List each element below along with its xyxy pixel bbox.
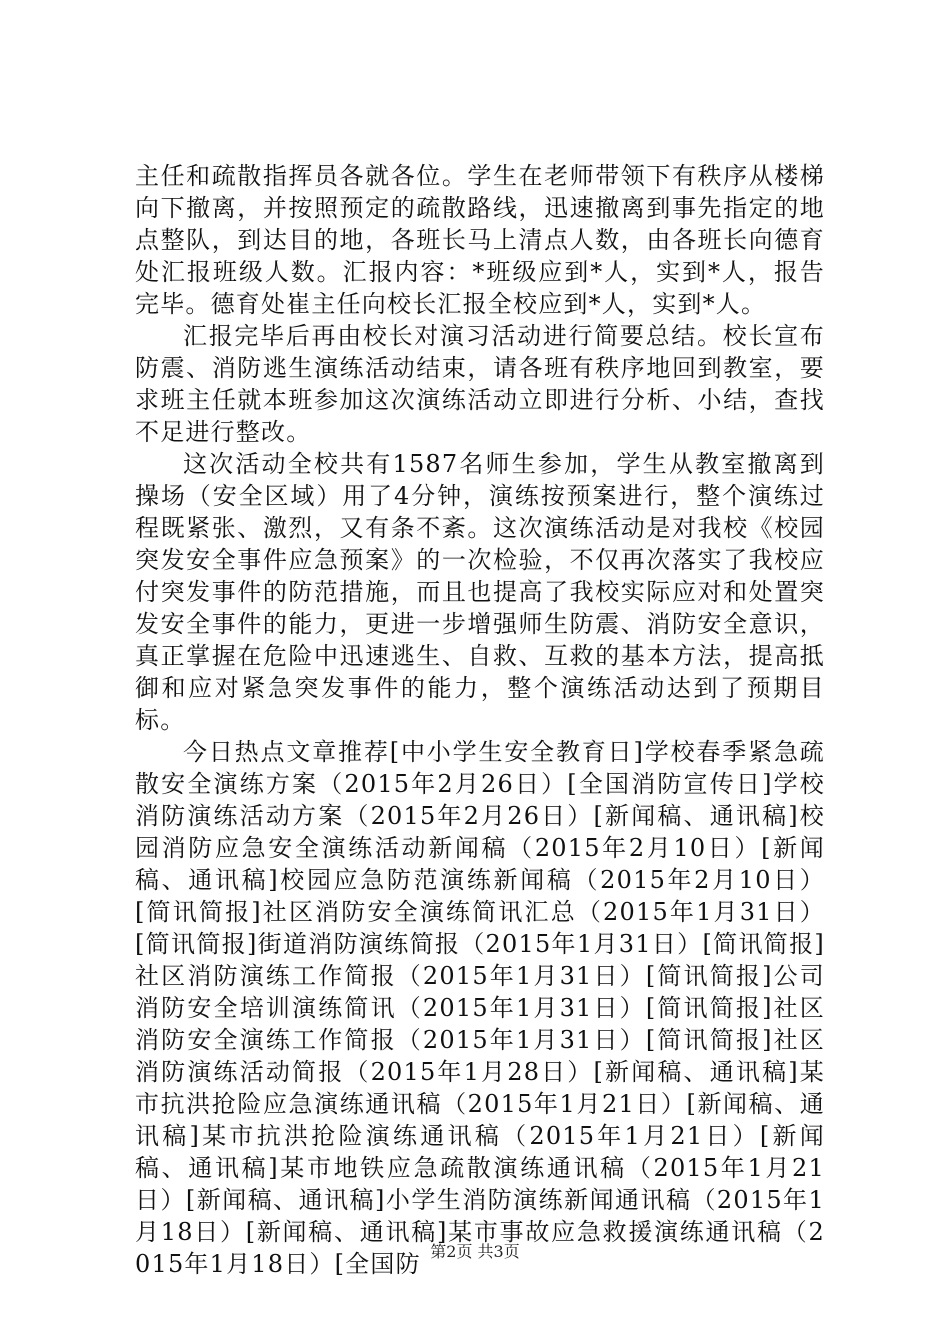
paragraph-continuation: 主任和疏散指挥员各就各位。学生在老师带领下有秩序从楼梯向下撤离，并按照预定的疏散路线，迅速撤离到事先指定的地点整队，到达目的地，各班长马上清点人数，由各班长向德育处汇报班级人数。汇报内容：*班级应到*人，实到*人，报告完毕。德育处崔主任向校长汇报全校应到*人，实到*人。 [135,162,825,318]
paragraph-results: 这次活动全校共有1587名师生参加，学生从教室撤离到操场（安全区域）用了4分钟，演练按预案进行，整个演练过程既紧张、激烈，又有条不紊。这次演练活动是对我校《校园突发安全事件应急预案》的一次检验，不仅再次落实了我校应付突发事件的防范措施，而且也提高了我校实际应对和处置突发安全事件的能力，更进一步增强师生防震、消防安全意识，真正掌握在危险中迅速逃生、自救、互救的基本方法，提高抵御和应对紧急突发事件的能力，整个演练活动达到了预期目标。 [135,450,825,734]
paragraph-summary: 汇报完毕后再由校长对演习活动进行简要总结。校长宣布防震、消防逃生演练活动结束，请各班有秩序地回到教室，要求班主任就本班参加这次演练活动立即进行分析、小结，查找不足进行整改。 [135,322,825,446]
document-body [135,160,825,1280]
page-number-footer: 第2页 共3页 [430,1242,520,1261]
paragraph-recommended-articles: 今日热点文章推荐[中小学生安全教育日]学校春季紧急疏散安全演练方案（2015年2月26日）[全国消防宣传日]学校消防演练活动方案（2015年2月26日）[新闻稿、通讯稿]校园消防应急安全演练活动新闻稿（2015年2月10日）[新闻稿、通讯稿]校园应急防范演练新闻稿（2015年2月10日）[简讯简报]社区消防安全演练简讯汇总（2015年1月31日）[简讯简报]街道消防演练简报（2015年1月31日）[简讯简报]社区消防演练工作简报（2015年1月31日）[简讯简报]公司消防安全培训演练简讯（2015年1月31日）[简讯简报]社区消防安全演练工作简报（2015年1月31日）[简讯简报]社区消防演练活动简报（2015年1月28日）[新闻稿、通讯稿]某市抗洪抢险应急演练通讯稿（2015年1月21日）[新闻稿、通讯稿]某市抗洪抢险演练通讯稿（2015年1月21日）[新闻稿、通讯稿]某市地铁应急疏散演练通讯稿（2015年1月21日）[新闻稿、通讯稿]小学生消防演练新闻通讯稿（2015年1月18日）[新闻稿、通讯稿]某市事故应急救援演练通讯稿（2015年1月18日）[全国防 [135,738,825,1278]
